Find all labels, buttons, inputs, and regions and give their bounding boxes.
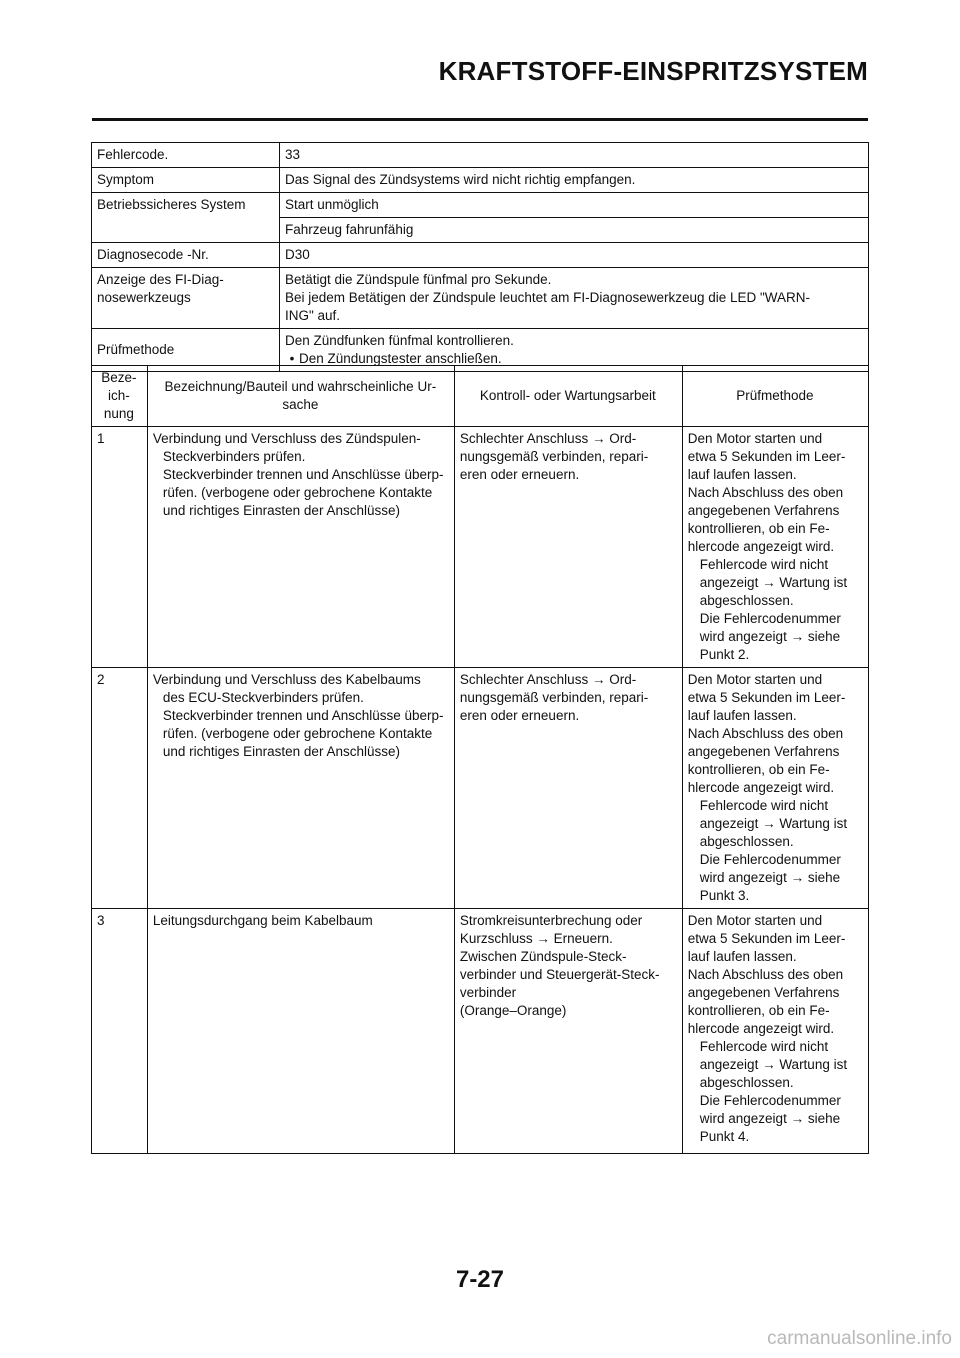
header-line: Beze- <box>101 370 137 385</box>
method-sub-line: angezeigt → Wartung ist <box>699 816 848 831</box>
method-sub-line: Punkt 3. <box>699 888 750 903</box>
display-value-line: ING" auf. <box>285 308 341 323</box>
action-line: nungsgemäß verbinden, repari- <box>459 449 649 464</box>
item-line: Verbindung und Verschluss des Kabelbaums <box>152 672 421 687</box>
table-header-row <box>92 366 869 427</box>
method-sub-line: abgeschlossen. <box>699 1075 794 1090</box>
diag-code-label: Diagnosecode -Nr. <box>92 243 280 268</box>
method-line: etwa 5 Sekunden im Leer- <box>687 690 846 705</box>
method-line: lauf laufen lassen. <box>687 708 797 723</box>
row-item <box>147 427 454 668</box>
method-line: Nach Abschluss des oben <box>687 726 844 741</box>
method-sub-line: Fehlercode wird nicht <box>699 798 829 813</box>
method-line: hlercode angezeigt wird. <box>687 1021 835 1036</box>
method-sub-line: Die Fehlercodenummer <box>699 611 841 626</box>
item-line: Steckverbinders prüfen. <box>162 449 306 464</box>
method-sub-line: Die Fehlercodenummer <box>699 1093 841 1108</box>
watermark: carmanualsonline.info <box>767 1328 952 1349</box>
item-line: Steckverbinder trennen und Anschlüsse überp- <box>162 467 444 482</box>
row-item <box>147 909 454 1154</box>
row-number: 2 <box>92 668 148 909</box>
page-title: KRAFTSTOFF-EINSPRITZSYSTEM <box>438 56 868 86</box>
method-line: hlercode angezeigt wird. <box>687 780 835 795</box>
info-row-symptom <box>92 168 869 193</box>
info-row-failsafe-2 <box>92 218 869 243</box>
method-line: hlercode angezeigt wird. <box>687 539 835 554</box>
item-line: Steckverbinder trennen und Anschlüsse überp- <box>162 708 444 723</box>
page-number: 7-27 <box>455 1266 505 1293</box>
row-number: 1 <box>92 427 148 668</box>
method-sub-line: abgeschlossen. <box>699 834 794 849</box>
method-line: angegebenen Verfahrens <box>687 985 840 1000</box>
method-line: Den Motor starten und <box>687 431 823 446</box>
method-line: angegebenen Verfahrens <box>687 744 840 759</box>
action-line: (Orange–Orange) <box>459 1003 567 1018</box>
info-row-failsafe <box>92 193 869 218</box>
method-line: kontrollieren, ob ein Fe- <box>687 762 830 777</box>
row-action <box>454 909 682 1154</box>
method-line: etwa 5 Sekunden im Leer- <box>687 931 846 946</box>
method-line: kontrollieren, ob ein Fe- <box>687 1003 830 1018</box>
info-row-fault-code <box>92 143 869 168</box>
column-header-method: Prüfmethode <box>682 366 868 427</box>
action-line: eren oder erneuern. <box>459 467 580 482</box>
fault-code-value: 33 <box>280 143 869 168</box>
display-label-line: Anzeige des FI-Diag- <box>97 272 224 287</box>
method-line: lauf laufen lassen. <box>687 949 797 964</box>
failsafe-label-cont <box>92 218 280 243</box>
method-line: Nach Abschluss des oben <box>687 485 844 500</box>
method-line: Den Motor starten und <box>687 913 823 928</box>
display-label-line: nosewerkzeugs <box>97 290 191 305</box>
action-line: verbinder und Steuergerät-Steck- <box>459 967 660 982</box>
method-sub-line: Fehlercode wird nicht <box>699 1039 829 1054</box>
method-label: Prüfmethode <box>92 329 280 372</box>
header-line: nung <box>103 406 134 421</box>
method-line: Nach Abschluss des oben <box>687 967 844 982</box>
header-divider <box>92 118 868 121</box>
item-line: rüfen. (verbogene oder gebrochene Kontakte <box>162 726 433 741</box>
failsafe-label: Betriebssicheres System <box>92 193 280 218</box>
method-bullet-text: Den Zündungstester anschließen. <box>299 351 502 366</box>
action-line: Stromkreisunterbrechung oder <box>459 913 643 928</box>
method-line: lauf laufen lassen. <box>687 467 797 482</box>
bullet-icon: • <box>289 351 295 366</box>
fault-info-table <box>91 142 869 372</box>
method-sub-line: Punkt 4. <box>699 1129 750 1144</box>
method-sub-line: Die Fehlercodenummer <box>699 852 841 867</box>
method-sub-line: angezeigt → Wartung ist <box>699 1057 848 1072</box>
method-sub-line: Fehlercode wird nicht <box>699 557 829 572</box>
row-item <box>147 668 454 909</box>
method-line: Den Motor starten und <box>687 672 823 687</box>
row-method <box>682 427 868 668</box>
action-line: nungsgemäß verbinden, repari- <box>459 690 649 705</box>
item-line: des ECU-Steckverbinders prüfen. <box>162 690 364 705</box>
table-row <box>92 427 869 668</box>
info-row-diag-code <box>92 243 869 268</box>
item-line: Verbindung und Verschluss des Zündspulen- <box>152 431 421 446</box>
action-line: eren oder erneuern. <box>459 708 580 723</box>
method-line: etwa 5 Sekunden im Leer- <box>687 449 846 464</box>
item-line: und richtiges Einrasten der Anschlüsse) <box>162 744 400 759</box>
failsafe-value-2: Fahrzeug fahrunfähig <box>280 218 869 243</box>
column-header-nr <box>92 366 148 427</box>
display-value-line: Betätigt die Zündspule fünfmal pro Sekunde. <box>285 272 552 287</box>
item-line: und richtiges Einrasten der Anschlüsse) <box>162 503 400 518</box>
action-line: Zwischen Zündspule-Steck- <box>459 949 627 964</box>
symptom-value: Das Signal des Zündsystems wird nicht richtig empfangen. <box>280 168 869 193</box>
symptom-label: Symptom <box>92 168 280 193</box>
method-sub-line: abgeschlossen. <box>699 593 794 608</box>
column-header-action: Kontroll- oder Wartungsarbeit <box>454 366 682 427</box>
method-line: angegebenen Verfahrens <box>687 503 840 518</box>
display-value-line: Bei jedem Betätigen der Zündspule leuchtet am FI-Diagnosewerkzeug die LED "WARN- <box>285 290 811 305</box>
header-line: Bezeichnung/Bauteil und wahrscheinliche Ur- <box>164 379 437 394</box>
header-line: sache <box>282 397 319 412</box>
diagnosis-steps-table <box>91 365 869 1154</box>
row-action <box>454 427 682 668</box>
item-line: rüfen. (verbogene oder gebrochene Kontakte <box>162 485 433 500</box>
method-sub-line: wird angezeigt → siehe <box>699 870 841 885</box>
action-line: verbinder <box>459 985 517 1000</box>
header-line: ich- <box>108 388 130 403</box>
display-value <box>280 268 869 329</box>
failsafe-value-1: Start unmöglich <box>280 193 869 218</box>
method-line: kontrollieren, ob ein Fe- <box>687 521 830 536</box>
method-sub-line: Punkt 2. <box>699 647 750 662</box>
diag-code-value: D30 <box>280 243 869 268</box>
row-number: 3 <box>92 909 148 1154</box>
action-line: Schlechter Anschluss → Ord- <box>459 672 637 687</box>
action-line: Kurzschluss → Erneuern. <box>459 931 613 946</box>
fault-code-label: Fehlercode. <box>92 143 280 168</box>
row-action <box>454 668 682 909</box>
column-header-item <box>147 366 454 427</box>
table-row <box>92 668 869 909</box>
display-label <box>92 268 280 329</box>
action-line: Schlechter Anschluss → Ord- <box>459 431 637 446</box>
method-sub-line: wird angezeigt → siehe <box>699 629 841 644</box>
row-method <box>682 668 868 909</box>
method-sub-line: wird angezeigt → siehe <box>699 1111 841 1126</box>
row-method <box>682 909 868 1154</box>
method-value-line: Den Zündfunken fünfmal kontrollieren. <box>285 333 514 348</box>
table-body <box>92 427 869 1154</box>
info-row-display <box>92 268 869 329</box>
table-row <box>92 909 869 1154</box>
method-sub-line: angezeigt → Wartung ist <box>699 575 848 590</box>
item-line: Leitungsdurchgang beim Kabelbaum <box>152 913 373 928</box>
